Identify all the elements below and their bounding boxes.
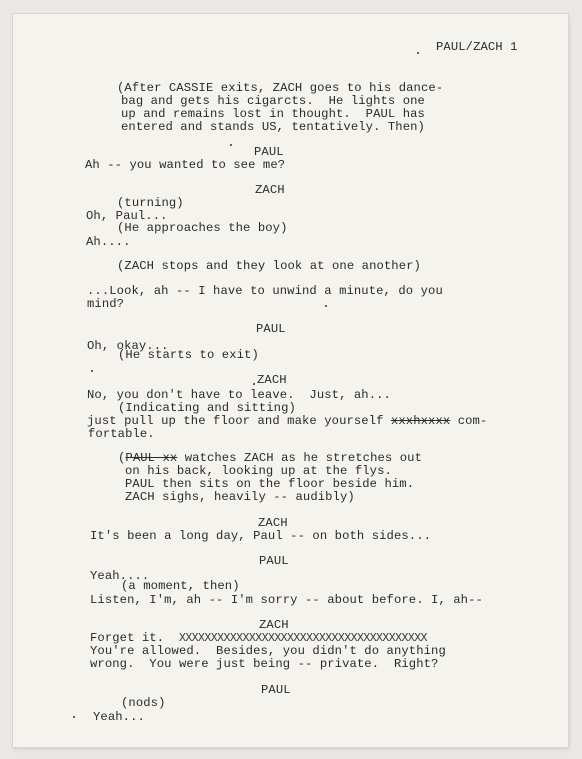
- dialogue-line: wrong. You were just being -- private. Right?: [90, 657, 439, 671]
- stage-direction-1-line-3: up and remains lost in thought. PAUL has: [121, 107, 425, 121]
- ink-speck: [325, 305, 327, 307]
- stage-direction-3-line-3: PAUL then sits on the floor beside him.: [125, 477, 415, 491]
- dialogue-line: No, you don't have to leave. Just, ah...: [87, 388, 391, 402]
- parenthetical: (turning): [117, 196, 184, 210]
- dialogue-line: fortable.: [88, 427, 155, 441]
- parenthetical: (He approaches the boy): [117, 221, 288, 235]
- dialogue-line: Yeah....: [90, 569, 150, 583]
- speaker-zach: ZACH: [257, 373, 287, 387]
- dialogue-line: Ah -- you wanted to see me?: [85, 158, 286, 172]
- stage-direction-2: (ZACH stops and they look at one another): [117, 259, 421, 273]
- stage-direction-1-line-2: bag and gets his cigarcts. He lights one: [121, 94, 425, 108]
- speaker-zach: ZACH: [258, 516, 288, 530]
- parenthetical: (nods): [121, 696, 166, 710]
- stage-direction-1-line-4: entered and stands US, tentatively. Then): [121, 120, 425, 134]
- struck-typing: PAUL xx: [125, 451, 178, 465]
- speaker-paul: PAUL: [256, 322, 286, 336]
- dialogue-line: Listen, I'm, ah -- I'm sorry -- about before. I, ah--: [90, 593, 483, 607]
- dialogue-text: Forget it.: [90, 631, 179, 645]
- direction-text: (: [118, 451, 126, 465]
- dialogue-text: just pull up the floor and make yourself: [87, 414, 391, 428]
- dialogue-line: You're allowed. Besides, you didn't do anything: [90, 644, 446, 658]
- dialogue-line: mind?: [87, 297, 125, 311]
- page-header: PAUL/ZACH 1: [436, 40, 518, 54]
- ink-speck: [91, 370, 93, 372]
- direction-text: watches ZACH as he stretches out: [177, 451, 422, 465]
- dialogue-line: ...Look, ah -- I have to unwind a minute, do you: [87, 284, 443, 298]
- speaker-zach: ZACH: [259, 618, 289, 632]
- struck-typing: xxxhxxxx: [390, 414, 451, 428]
- dialogue-line: Oh, Paul...: [86, 209, 168, 223]
- stage-direction-1-line-1: (After CASSIE exits, ZACH goes to his dance-: [117, 81, 444, 95]
- dialogue-line: It's been a long day, Paul -- on both sides...: [90, 529, 432, 543]
- ink-speck: [253, 383, 255, 385]
- stage-direction-3-line-2: on his back, looking up at the flys.: [125, 464, 392, 478]
- ink-speck: [230, 144, 232, 146]
- speaker-paul: PAUL: [259, 554, 289, 568]
- parenthetical: (He starts to exit): [118, 348, 259, 362]
- dialogue-line: Yeah...: [93, 710, 145, 724]
- speaker-paul: PAUL: [261, 683, 291, 697]
- ink-speck: [417, 52, 419, 54]
- speaker-paul: PAUL: [254, 145, 284, 159]
- dialogue-text: com-: [450, 414, 488, 428]
- ink-speck: [73, 716, 75, 718]
- typed-over-text: XXXXXXXXXXXXXXXXXXXXXXXXXXXXXXXXXXXXXXX: [178, 632, 427, 645]
- parenthetical: (a moment, then): [121, 579, 240, 593]
- script-page: [13, 14, 568, 747]
- stage-direction-3-line-4: ZACH sighs, heavily -- audibly): [125, 490, 355, 504]
- parenthetical: (Indicating and sitting): [118, 401, 296, 415]
- speaker-zach: ZACH: [255, 183, 285, 197]
- dialogue-line: Ah....: [86, 235, 131, 249]
- dialogue-line: Oh, okay...: [87, 339, 169, 353]
